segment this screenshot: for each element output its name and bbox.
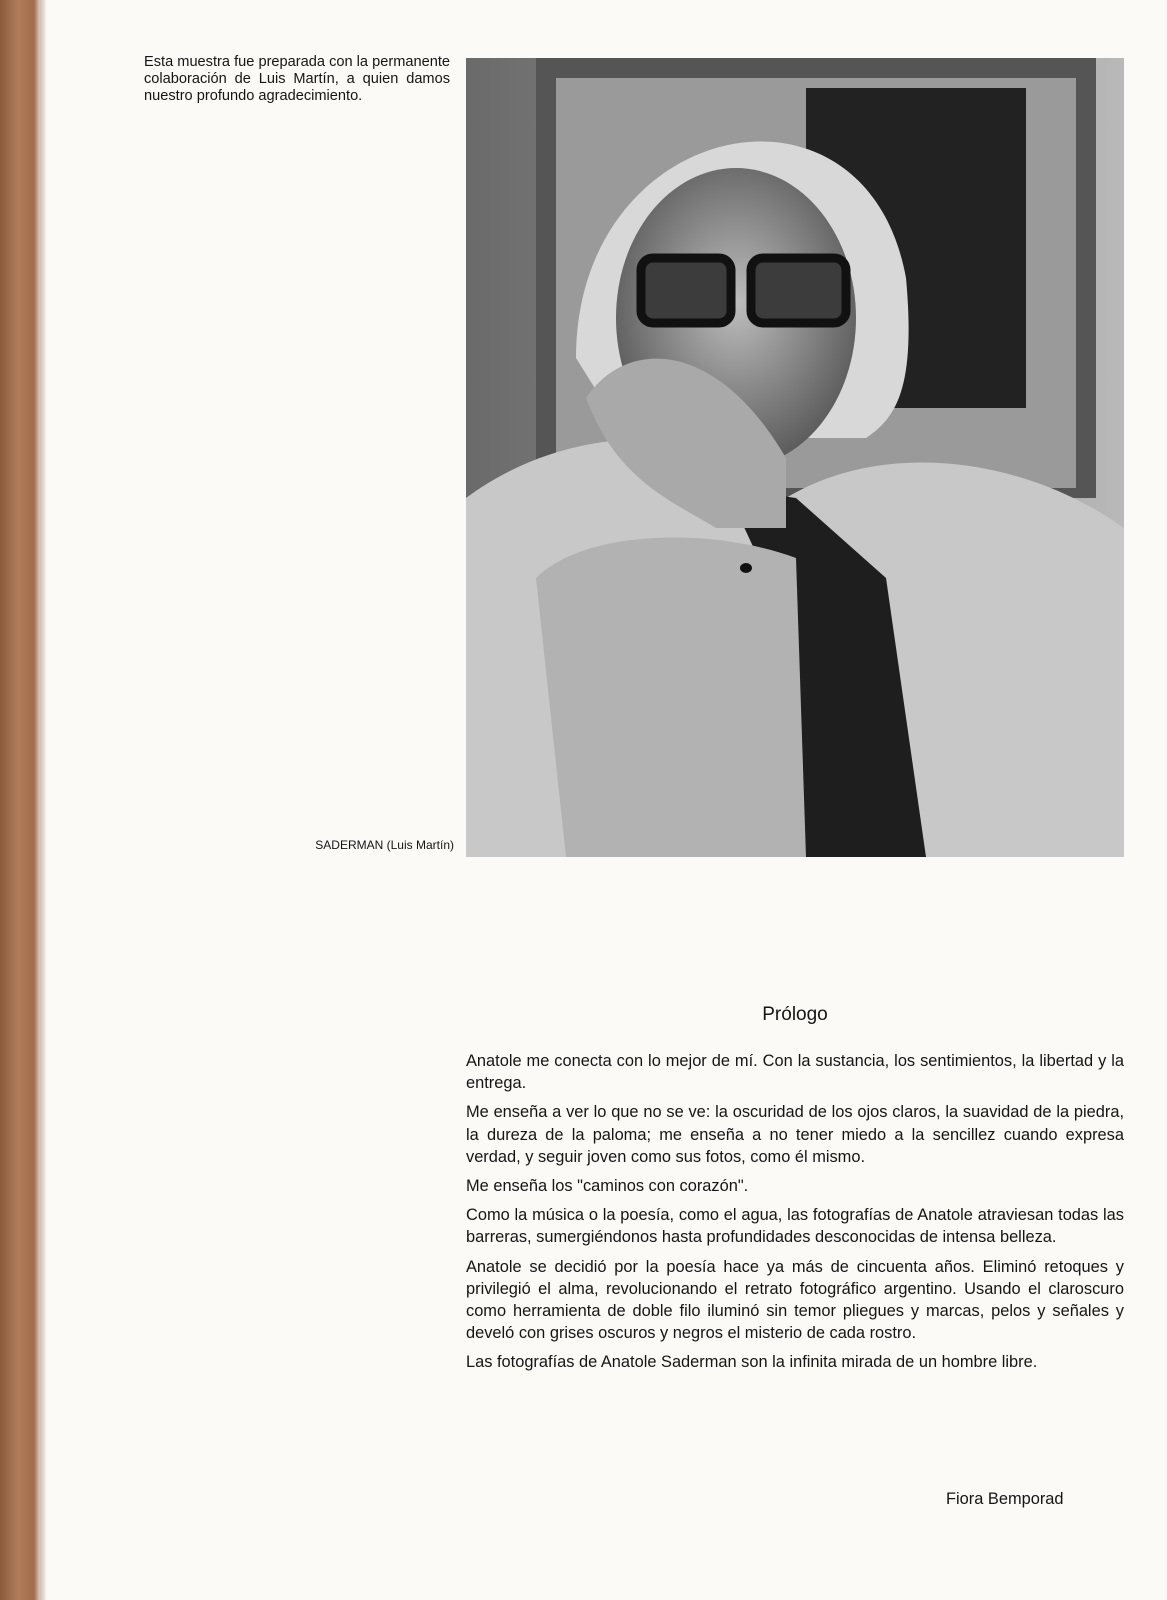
photo-caption: SADERMAN (Luis Martín): [315, 838, 454, 852]
prologue-paragraph: Anatole me conecta con lo mejor de mí. Con la sustancia, los sentimientos, la libertad y la entrega.: [466, 1052, 1124, 1093]
prologue-paragraph: Las fotografías de Anatole Saderman son la infinita mirada de un hombre libre.: [466, 1353, 1038, 1372]
prologue-paragraph: Me enseña a ver lo que no se ve: la oscuridad de los ojos claros, la suavidad de la piedra, la dureza de la paloma; me enseña a no tener miedo a la sencillez cuando expresa verdad, y seguir joven como sus fotos, como él mismo.: [466, 1103, 1124, 1166]
acknowledgement-note: Esta muestra fue preparada con la permanente colaboración de Luis Martín, a quien damos nuestro profundo agradecimiento.: [144, 54, 450, 104]
prologue-paragraph: Como la música o la poesía, como el agua, las fotografías de Anatole atraviesan todas las barreras, sumergiéndonos hasta profundidades desconocidas de intensa belleza.: [466, 1206, 1124, 1247]
prologue-paragraph: Anatole se decidió por la poesía hace ya más de cincuenta años. Eliminó retoques y privilegió el alma, revolucionando el retrato fotográfico argentino. Usando el claroscuro como herramienta de doble filo iluminó sin temor pliegues y marcas, pelos y señales y develó con grises oscuros y negros el misterio de cada rostro.: [466, 1257, 1124, 1343]
portrait-image: [466, 58, 1124, 857]
book-spine: [0, 0, 40, 1600]
author-signature: Fiora Bemporad: [946, 1490, 1064, 1508]
page-edge: [40, 0, 46, 1600]
portrait-photo: [466, 58, 1124, 857]
prologue-title: Prólogo: [762, 1004, 828, 1025]
prologue-body: [466, 1050, 1124, 1381]
prologue-paragraph: Me enseña los "caminos con corazón".: [466, 1177, 749, 1196]
